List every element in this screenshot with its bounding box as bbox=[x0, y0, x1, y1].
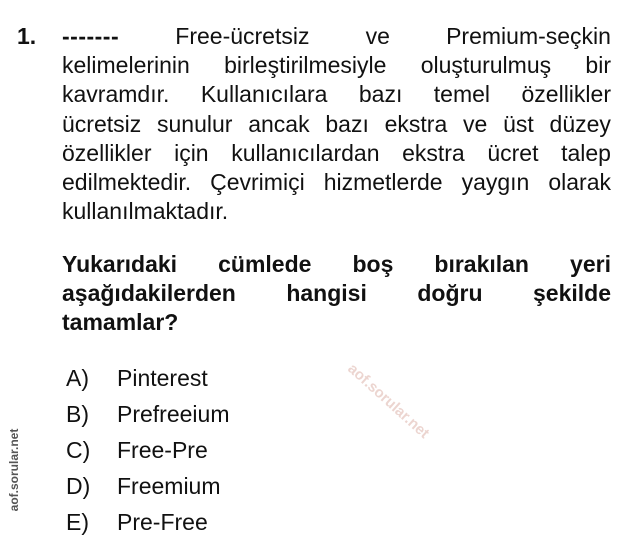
prompt-word: yeri bbox=[570, 251, 611, 277]
stem-word: ekstra bbox=[384, 110, 448, 137]
stem-word: için bbox=[174, 139, 209, 166]
prompt-word: cümlede bbox=[218, 251, 312, 277]
option-letter: C) bbox=[66, 437, 91, 463]
option-text: Pre-Free bbox=[117, 509, 208, 535]
stem-word: üst bbox=[503, 110, 534, 137]
option-text: Free-Pre bbox=[117, 437, 208, 463]
answer-option[interactable] bbox=[66, 504, 229, 540]
stem-word: Kullanıcılara bbox=[200, 81, 328, 108]
option-letter: D) bbox=[66, 473, 91, 499]
stem-word: hizmetlerde bbox=[323, 168, 443, 195]
stem-word: Free-ücretsiz bbox=[175, 23, 310, 49]
answer-option[interactable] bbox=[66, 396, 229, 432]
stem-word: ekstra bbox=[402, 139, 465, 166]
option-letter: E) bbox=[66, 509, 89, 535]
stem-line bbox=[62, 110, 611, 139]
prompt-word: hangisi bbox=[286, 280, 367, 306]
stem-word: kullanılmaktadır. bbox=[62, 198, 229, 225]
prompt-word: tamamlar? bbox=[62, 309, 179, 335]
stem-word: kavramdır. bbox=[62, 81, 170, 108]
prompt-word: doğru bbox=[417, 280, 483, 306]
stem-word: bir bbox=[585, 52, 611, 79]
stem-line bbox=[62, 22, 611, 51]
prompt-line bbox=[62, 279, 611, 308]
question-prompt bbox=[62, 250, 611, 337]
stem-word: ücret bbox=[487, 139, 539, 166]
prompt-word: Yukarıdaki bbox=[62, 251, 178, 277]
prompt-word: aşağıdakilerden bbox=[62, 280, 236, 306]
stem-word: sunulur bbox=[157, 110, 233, 137]
stem-word: düzey bbox=[549, 110, 611, 137]
stem-word: ve bbox=[463, 110, 488, 137]
answer-options bbox=[66, 360, 229, 540]
stem-line bbox=[62, 51, 611, 80]
stem-word: bazı bbox=[325, 110, 369, 137]
stem-word: olarak bbox=[548, 168, 611, 195]
stem-word: edilmektedir. bbox=[62, 168, 192, 195]
answer-option[interactable] bbox=[66, 468, 229, 504]
option-text: Freemium bbox=[117, 473, 221, 499]
answer-option[interactable] bbox=[66, 360, 229, 396]
option-letter: B) bbox=[66, 401, 89, 427]
stem-word: bazı bbox=[358, 81, 403, 108]
stem-word: birleştirilmesiyle bbox=[224, 52, 387, 79]
stem-word: oluşturulmuş bbox=[420, 52, 552, 79]
stem-word: kelimelerinin bbox=[62, 52, 190, 79]
stem-word: Çevrimiçi bbox=[210, 168, 305, 195]
stem-word: yaygın bbox=[461, 168, 530, 195]
option-letter: A) bbox=[66, 365, 89, 391]
blank-placeholder: ------- bbox=[62, 23, 120, 49]
watermark-diagonal: aof.sorular.net bbox=[344, 360, 433, 442]
question-number: 1. bbox=[17, 23, 37, 49]
watermark-side: aof.sorular.net bbox=[7, 428, 21, 512]
stem-line bbox=[62, 80, 611, 109]
stem-word: ücretsiz bbox=[62, 110, 142, 137]
question-stem bbox=[62, 22, 611, 226]
answer-option[interactable] bbox=[66, 432, 229, 468]
stem-line bbox=[62, 197, 611, 226]
option-text: Pinterest bbox=[117, 365, 208, 391]
stem-line bbox=[62, 168, 611, 197]
stem-word: ancak bbox=[248, 110, 310, 137]
stem-word: Premium-seçkin bbox=[446, 23, 611, 49]
option-text: Prefreeium bbox=[117, 401, 230, 427]
stem-word: temel bbox=[433, 81, 491, 108]
prompt-word: boş bbox=[352, 251, 394, 277]
prompt-line bbox=[62, 250, 611, 279]
prompt-word: şekilde bbox=[532, 280, 611, 306]
stem-word: özellikler bbox=[521, 81, 611, 108]
prompt-word: bırakılan bbox=[434, 251, 529, 277]
prompt-line bbox=[62, 308, 611, 337]
stem-word: kullanıcılardan bbox=[231, 139, 380, 166]
stem-word: talep bbox=[561, 139, 611, 166]
stem-word: özellikler bbox=[62, 139, 152, 166]
stem-word: ve bbox=[365, 23, 390, 49]
stem-line bbox=[62, 139, 611, 168]
